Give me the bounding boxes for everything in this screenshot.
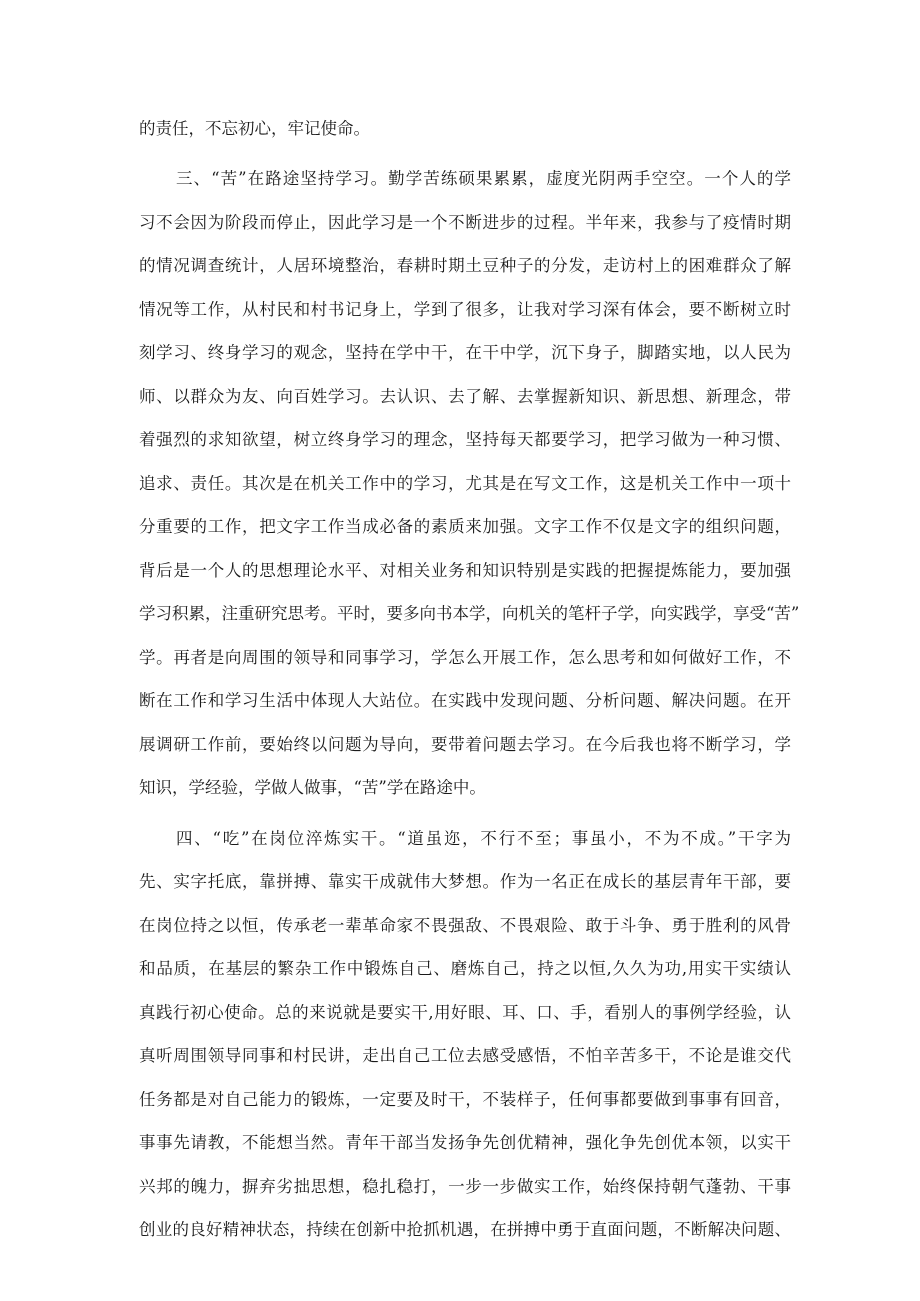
text-line: 师、以群众为友、向百姓学习。去认识、去了解、去掌握新知识、新思想、新理念，带 [139,387,791,406]
text-line: 真践行初心使命。总的来说就是要实干,用好眼、耳、口、手，看别人的事例学经验，认 [139,1003,791,1022]
text-line: 学。再者是向周围的领导和同事学习，学怎么开展工作，怎么思考和如何做好工作，不 [139,648,791,667]
text-line: 的情况调查统计，人居环境整治，春耕时期土豆种子的分发，走访村上的困难群众了解 [139,256,791,275]
text-line: 真听周围领导同事和村民讲，走出自己工位去感受感悟，不怕辛苦多干，不论是谁交代 [139,1046,791,1065]
text-line: 在岗位持之以恒，传承老一辈革命家不畏强敌、不畏艰险、敢于斗争、勇于胜利的风骨 [139,916,791,935]
text-line: 断在工作和学习生活中体现人大站位。在实践中发现问题、分析问题、解决问题。在开 [139,691,791,710]
text-line: 任务都是对自己能力的锻炼，一定要及时干，不装样子，任何事都要做到事事有回音， [139,1090,791,1109]
text-line: 和品质，在基层的繁杂工作中锻炼自己、磨炼自己，持之以恒,久久为功,用实干实绩认 [139,959,791,978]
text-line: 学习积累，注重研究思考。平时，要多向书本学，向机关的笔杆子学，向实践学，享受“苦” [139,604,800,623]
text-line: 知识，学经验，学做人做事，“苦”学在路途中。 [139,778,486,797]
text-line: 着强烈的求知欲望，树立终身学习的理念，坚持每天都要学习，把学习做为一种习惯、 [139,430,791,449]
text-line: 展调研工作前，要始终以问题为导向，要带着问题去学习。在今后我也将不断学习，学 [139,735,791,754]
text-line: 先、实字托底，靠拼搏、靠实干成就伟大梦想。作为一名正在成长的基层青年干部，要 [139,872,791,891]
text-line: 背后是一个人的思想理论水平、对相关业务和知识特别是实践的把握提炼能力，要加强 [139,561,791,580]
text-line: 刻学习、终身学习的观念，坚持在学中干，在干中学，沉下身子，脚踏实地，以人民为 [139,343,791,362]
text-line: 兴邦的魄力，摒弃劣拙思想，稳扎稳打，一步一步做实工作，始终保持朝气蓬勃、干事 [139,1177,791,1196]
text-line: 追求、责任。其次是在机关工作中的学习，尤其是在写文工作，这是机关工作中一项十 [139,474,791,493]
text-line: 事事先请教，不能想当然。青年干部当发扬争先创优精神，强化争先创优本领，以实干 [139,1133,791,1152]
text-line: 创业的良好精神状态，持续在创新中抢抓机遇，在拼搏中勇于直面问题，不断解决问题、 [139,1220,791,1239]
paragraph-four-heading-line: 四、“吃”在岗位淬炼实干。“道虽迩，不行不至；事虽小，不为不成。”干字为 [176,829,791,848]
paragraph-three-heading-line: 三、“苦”在路途坚持学习。勤学苦练硕果累累，虚度光阴两手空空。一个人的学 [176,169,791,188]
text-line: 习不会因为阶段而停止，因此学习是一个不断进步的过程。半年来，我参与了疫情时期 [139,213,791,232]
text-line: 的责任，不忘初心，牢记使命。 [139,119,370,138]
text-line: 情况等工作，从村民和村书记身上，学到了很多，让我对学习深有体会，要不断树立时 [139,300,791,319]
text-line: 分重要的工作，把文字工作当成必备的素质来加强。文字工作不仅是文字的组织问题， [139,517,791,536]
